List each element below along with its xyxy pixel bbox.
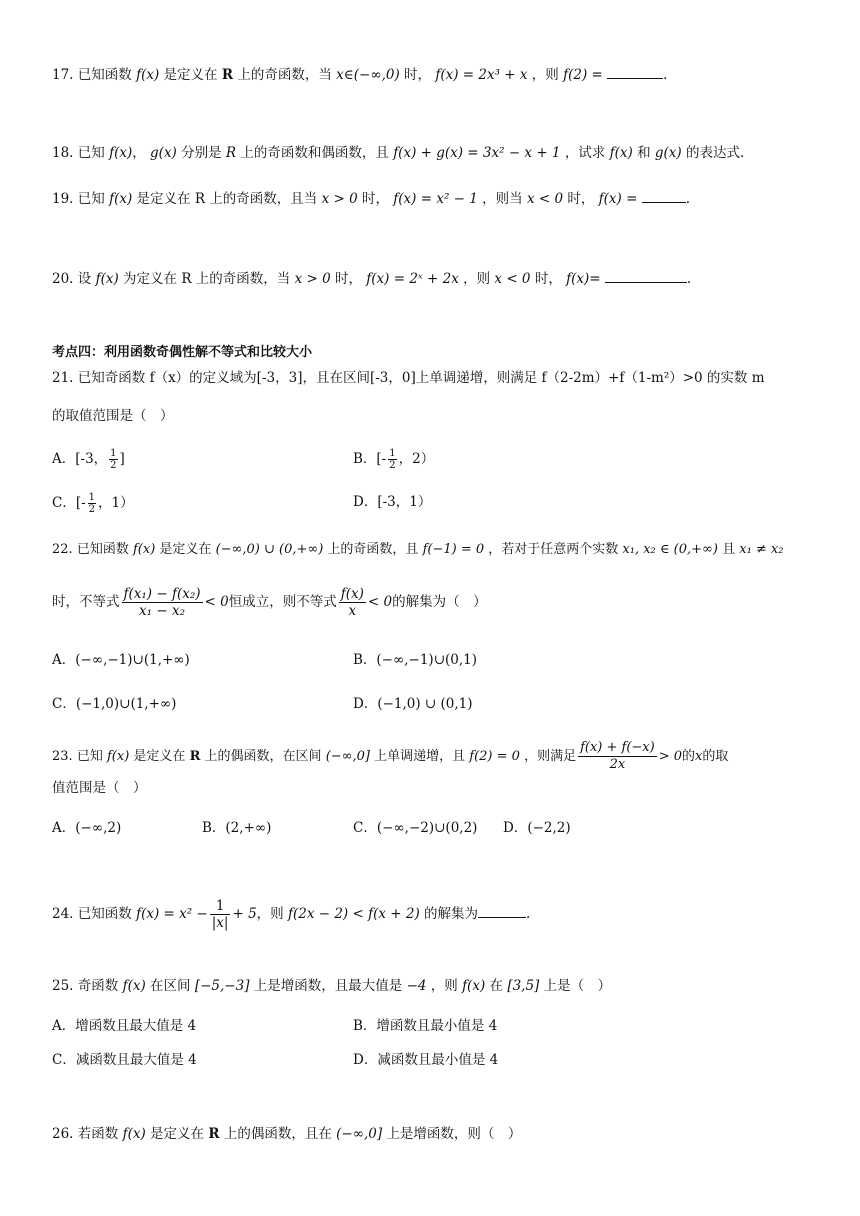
question-23-line2: 值范围是（ ） — [52, 780, 147, 796]
option-b[interactable]: B．增函数且最小值是 4 — [353, 1018, 498, 1034]
question-21-line2: 的取值范围是（ ） — [52, 408, 174, 424]
fraction: $\frac{f(x) + f(-x)}{2x}$ — [580, 740, 655, 772]
option-a[interactable]: A．增函数且最大值是 4 — [52, 1018, 197, 1034]
question-22: 22. 已知函数 f(x) 是定义在 (−∞,0) ∪ (0,+∞) 上的奇函数，且 f(−1) = 0 ，若对于任意两个实数 x₁, x₂ ∈ (0,+∞) 且 x₁ ≠ x₂ — [52, 542, 784, 557]
option-b[interactable]: B．(2,+∞) — [202, 820, 272, 836]
option-b[interactable]: B．(−∞,−1)∪(0,1) — [353, 652, 478, 668]
question-number: 23. — [52, 749, 73, 764]
option-a[interactable]: A．(−∞,−1)∪(1,+∞) — [52, 652, 190, 668]
answer-blank[interactable] — [642, 188, 686, 203]
option-c[interactable]: C．[- $\frac{1}{2}$ ，1） — [52, 492, 134, 515]
question-18: 18. 已知 f(x)， g(x) 分别是 R 上的奇函数和偶函数，且 f(x) + g(x) = 3x² − x + 1 ，试求 f(x) 和 g(x) 的表达式. — [52, 145, 745, 161]
question-25: 25. 奇函数 f(x) 在区间 [−5,−3] 上是增函数，且最大值是 −4 ，则 f(x) 在 [3,5] 上是（ ） — [52, 978, 612, 994]
question-26: 26. 若函数 f(x) 是定义在 R 上的偶函数，且在 (−∞,0] 上是增函数，则（ ） — [52, 1126, 522, 1142]
option-b[interactable]: B．[- $\frac{1}{2}$ ，2） — [353, 448, 435, 471]
option-a[interactable]: A．(−∞,2) — [52, 820, 122, 836]
question-23: 23. 已知 f(x) 是定义在 R 上的偶函数，在区间 (−∞,0] 上单调递增，且 f(2) = 0 ，则满足 $\frac{f(x) + f(-x)}{2x}$ > 0的x的取 — [52, 740, 729, 772]
question-number: 17. — [52, 67, 74, 83]
question-number: 19. — [52, 191, 74, 207]
fraction: $\frac{1}{|x|}$ — [211, 898, 229, 931]
question-number: 25. — [52, 978, 74, 994]
option-a[interactable]: A．[-3， $\frac{1}{2}$ ] — [52, 448, 125, 471]
question-17: 17. 已知函数 f(x) 是定义在 R 上的奇函数，当 x∈(−∞,0) 时， f(x) = 2x³ + x ，则 f(2) = . — [52, 64, 808, 85]
fraction: $\frac{1}{2}$ — [88, 492, 96, 515]
option-d[interactable]: D．(−1,0) ∪ (0,1) — [353, 696, 473, 712]
question-22-line2: 时，不等式 $\frac{\text{f(x₁) − f(x₂)}}{\text{x₁ − x₂}}$ < 0恒成立，则不等式 $\frac{f(x)}{x}$ < 0的解集为（ ） — [52, 586, 487, 619]
answer-blank[interactable] — [607, 64, 663, 79]
answer-blank[interactable] — [478, 903, 526, 918]
option-c[interactable]: C．减函数且最大值是 4 — [52, 1052, 197, 1068]
fraction: $\frac{f(x)}{x}$ — [340, 586, 364, 619]
question-number: 20. — [52, 271, 74, 287]
question-number: 21. — [52, 370, 74, 386]
question-24: 24. 已知函数 f(x) = x² − $\frac{1}{|x|}$ + 5，则 f(2x − 2) < f(x + 2) 的解集为 . — [52, 898, 531, 931]
option-d[interactable]: D．(−2,2) — [503, 820, 571, 836]
question-number: 26. — [52, 1126, 74, 1142]
option-d[interactable]: D．[-3，1） — [353, 494, 432, 510]
question-number: 18. — [52, 145, 74, 161]
question-number: 22. — [52, 542, 73, 557]
option-c[interactable]: C．(−∞,−2)∪(0,2) — [353, 820, 478, 836]
fraction: $\frac{\text{f(x₁) − f(x₂)}}{\text{x₁ − x₂}}$ — [123, 586, 201, 619]
question-21: 21. 已知奇函数 f（x）的定义域为[-3，3]，且在区间[-3，0]上单调递增，则满足 f（2-2m）+f（1-m²）>0 的实数 m — [52, 370, 765, 386]
section-heading: 考点四：利用函数奇偶性解不等式和比较大小 — [52, 345, 313, 360]
question-number: 24. — [52, 906, 74, 922]
option-c[interactable]: C．(−1,0)∪(1,+∞) — [52, 696, 177, 712]
question-20: 20. 设 f(x) 为定义在 R 上的奇函数，当 x > 0 时， f(x) = 2ˣ + 2x ，则 x < 0 时， f(x)= . — [52, 268, 808, 289]
question-19: 19. 已知 f(x) 是定义在 R 上的奇函数，且当 x > 0 时， f(x) = x² − 1 ，则当 x < 0 时， f(x) = . — [52, 188, 808, 209]
option-d[interactable]: D．减函数且最小值是 4 — [353, 1052, 499, 1068]
fraction: $\frac{1}{2}$ — [110, 448, 117, 471]
answer-blank[interactable] — [605, 268, 687, 283]
fraction: $\frac{1}{2}$ — [389, 448, 396, 471]
